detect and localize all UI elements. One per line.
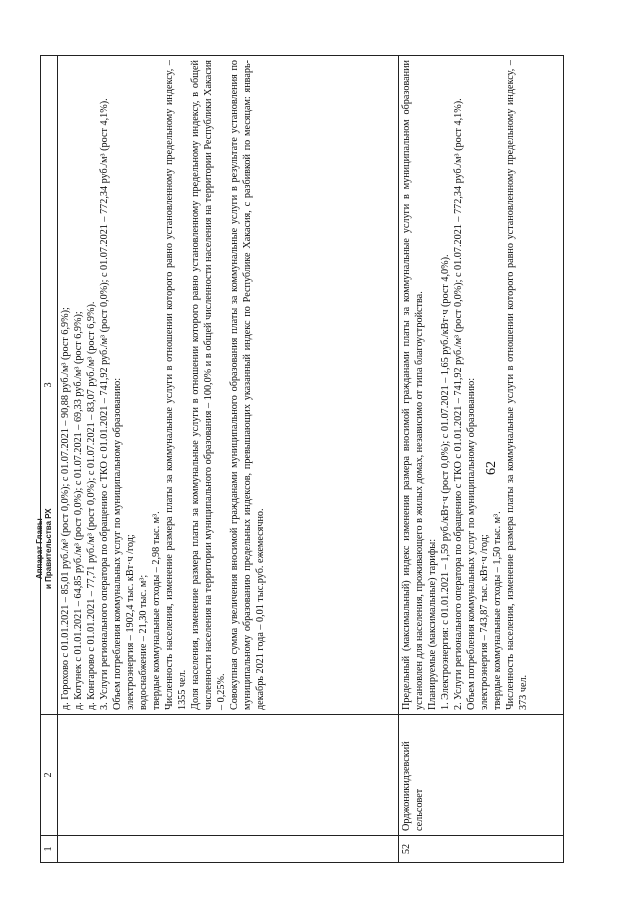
- text-line: д. Горохово с 01.01.2021 – 85,01 руб./м³ (рост 0,0%); с 01.07.2021 – 90,88 руб./м³ (рост 6,9%);: [60, 307, 71, 710]
- table-row: [58, 56, 399, 863]
- text-line: твердые коммунальные отходы – 2,98 тыс. м³.: [151, 511, 162, 710]
- text-line: Совокупная сумма увеличения вносимой гражданами муниципального образования платы за коммунальные услуги в результате установления по муниципальному образованию предельных индексов, превышающих указанный индекс по Республике Хакасия, с разбивкой по месяцам: январь-декабрь 2021 года – 0,01 тыс.руб. ежемесячно.: [229, 60, 266, 710]
- header-col-1: 1: [41, 836, 58, 863]
- text-line: д. Конгарово с 01.01.2021 – 77,71 руб./м³ (рост 0,0%); с 01.07.2021 – 83,07 руб./м³ (рост 6,9%).: [86, 301, 97, 710]
- text-line: 3. Услуги регионального оператора по обращению с ТКО с 01.01.2021 – 741,92 руб./м³ (рост 0,0%); с 01.07.2021 – 772,34 руб./м³ (рост 4,1%).: [99, 98, 110, 710]
- text-line: электроэнергия – 743,87 тыс. кВт·ч /год;: [479, 534, 490, 710]
- text-line: твердые коммунальные отходы – 1,50 тыс. м³.: [492, 511, 503, 710]
- row-number-cell: [58, 836, 399, 863]
- description-cell: [58, 56, 399, 715]
- text-line: электроэнергия – 1902,4 тыс. кВт·ч /год;: [125, 534, 136, 710]
- header-col-2: 2: [41, 715, 58, 836]
- text-line: 1. Электроэнергия: с 01.01.2021 – 1,59 руб./кВт·ч (рост 0,0%); с 01.07.2021 – 1,65 руб./кВт·ч (рост 4,0%).: [440, 254, 451, 710]
- text-line: Предельный (максимальный) индекс изменения размера вносимой гражданами платы за коммунальные услуги в муниципальном образовании установлен для населения, проживающего в жилых домах, независимо от типа благоустройства.: [401, 60, 425, 710]
- text-line: Объем потребления коммунальных услуг по муниципальному образованию:: [466, 377, 477, 710]
- description-cell: [399, 56, 564, 715]
- header-col-3: 3: [41, 56, 58, 715]
- page-number: 62: [484, 461, 499, 475]
- text-line: Объем потребления коммунальных услуг по муниципальному образованию:: [112, 377, 123, 710]
- text-line: д. Котунек с 01.01.2021 – 64,85 руб./м³ (рост 0,0%); с 01.07.2021 – 69,33 руб./м³ (рост 6,9%);: [73, 311, 84, 710]
- text-line: Доля населения, изменение размера платы за коммунальные услуги в отношении которого равно установленному предельному индексу, в общей численности населения на территории муниципального образования – 100,0% и в общей численности населения на территории Республики Хакасия – 0,25%.: [190, 60, 227, 710]
- row-number-cell: 52: [399, 836, 564, 863]
- text-line: 2. Услуги регионального оператора по обращению с ТКО с 01.01.2021 – 741,92 руб./м³ (рост 0,0%); с 01.07.2021 – 772,34 руб./м³ (рост 4,1%).: [453, 98, 464, 710]
- table-header-row: [41, 56, 58, 863]
- tariff-table: [40, 55, 564, 863]
- text-line: Планируемые (максимальные) тарифы:: [427, 538, 438, 710]
- text-line: Численность населения, изменение размера платы за коммунальные услуги в отношении которого равно установленному предельному индексу, – 373 чел.: [505, 60, 529, 710]
- table-row: [399, 56, 564, 863]
- municipality-cell: [58, 715, 399, 836]
- office-stamp: [35, 508, 53, 589]
- text-line: водоснабжение – 21,30 тыс. м³;: [138, 574, 149, 710]
- municipality-cell: Орджоникидзевский сельсовет: [399, 715, 564, 836]
- stamp-line: Аппарат Главы: [35, 518, 44, 580]
- stamp-line: и Правительства РХ: [44, 508, 53, 589]
- text-line: Численность населения, изменение размера платы за коммунальные услуги в отношении которого равно установленному предельному индексу, – 1355 чел.: [164, 60, 188, 710]
